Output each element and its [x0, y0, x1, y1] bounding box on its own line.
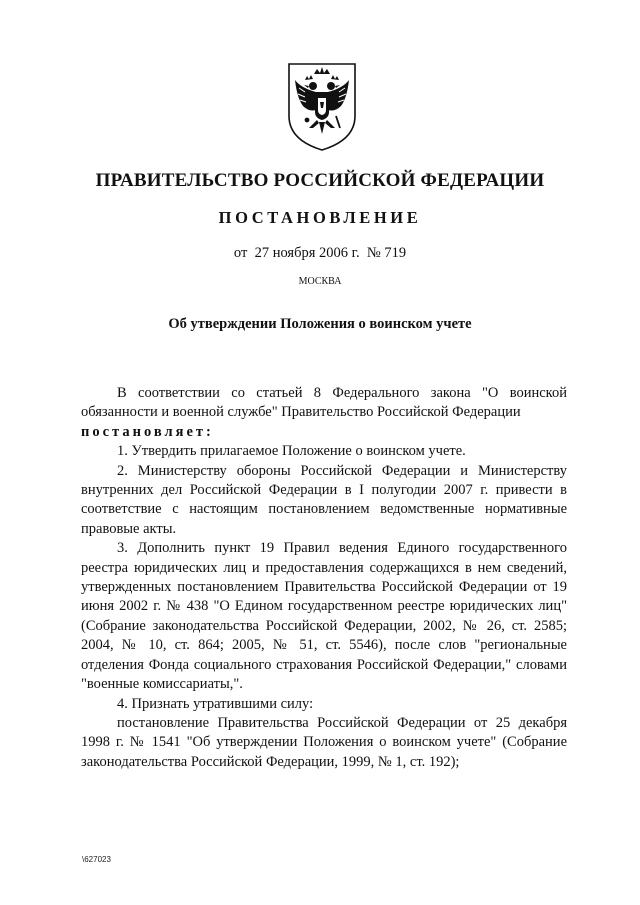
- russian-coat-of-arms-icon: [283, 58, 361, 154]
- document-body: [81, 384, 567, 772]
- date-line: [0, 245, 640, 262]
- document-code: \627023: [82, 855, 111, 864]
- number-label: №: [366, 245, 381, 261]
- government-title: ПРАВИТЕЛЬСТВО РОССИЙСКОЙ ФЕДЕРАЦИИ: [95, 170, 545, 191]
- item-2: 2. Министерству обороны Российской Федерации и Министерству внутренних дел Российской Федерации в I полугодии 2007 г. привести в соответствие с настоящим постановлением ведомственные нормативные правовые акты.: [81, 462, 567, 537]
- decree-word-line: [81, 423, 567, 442]
- item-3: 3. Дополнить пункт 19 Правил ведения Единого государственного реестра юридических лиц и предоставления содержащихся в нем сведений, утвержденных постановлением Правительства Российской Федерации от 19 июня 2002 г. № 438 "О Едином государственном реестре юридических лиц" (Собрание законодательства Российской Федерации, 2002, № 26, ст. 2585; 2004, № 10, ст. 864; 2005, № 51, ст. 5546), после слов "региональные отделения Фонда социального страхования Российской Федерации," словами "военные комиссариаты,".: [81, 540, 567, 693]
- document-subject: Об утверждении Положения о воинском учете: [168, 316, 472, 332]
- item-4: 4. Признать утратившими силу:: [117, 695, 314, 712]
- document-date: 27 ноября 2006 г.: [254, 245, 360, 261]
- city: МОСКВА: [298, 276, 342, 287]
- item-1: 1. Утвердить прилагаемое Положение о воинском учете.: [117, 443, 466, 460]
- document-number: 719: [384, 245, 407, 261]
- decree-word: постановляет:: [81, 423, 214, 440]
- date-prefix: от: [233, 245, 248, 261]
- item-4-sub-1: постановление Правительства Российской Федерации от 25 декабря 1998 г. № 1541 "Об утверждении Положения о воинском учете" (Собрание законодательства Российской Федерации, 1999, № 1, ст. 192);: [81, 714, 567, 770]
- document-type: ПОСТАНОВЛЕНИЕ: [218, 208, 422, 227]
- preamble: В соответствии со статьей 8 Федерального закона "О воинской обязанности и военной службе" Правительство Российской Федерации: [81, 385, 567, 421]
